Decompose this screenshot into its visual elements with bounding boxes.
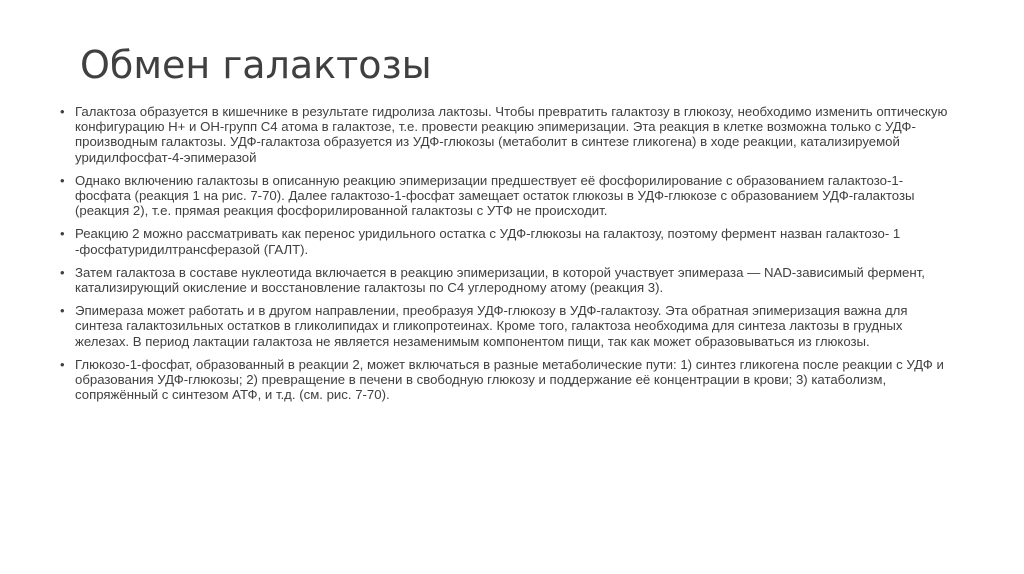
bullet-text: Глюкозо-1-фосфат, образованный в реакции 2, может включаться в разные метаболические пути: 1) синтез гликогена после реакции с УДФ и образования УДФ-глюкозы; 2) превращение в печени в свободную глюкозу и поддержание её концентрации в крови; 3) катаболизм, сопряжённый с синтезом АТФ, и т.д. (см. рис. 7-70).: [75, 356, 944, 403]
bullet-text: Эпимераза может работать и в другом направлении, преобразуя УДФ-глюкозу в УДФ-галактозу. Эта обратная эпимеризация важна для синтеза галактозильных остатков в гликолипидах и гликопротеинах. Кроме того, галактоза необходима для синтеза лактозы в грудных железах. В период лактации галактоза не является незаменимым компонентом пищи, так как может образовываться из глюкозы.: [75, 303, 908, 349]
bullet-text: Однако включению галактозы в описанную реакцию эпимеризации предшествует её фосфорилирование с образованием галактозо-1-фосфата (реакция 1 на рис. 7-70). Далее галактозо-1-фосфат замещает остаток глюкозы в УДФ-глюкозе с образованием УДФ-галактозы (реакция 2), т.е. прямая реакция фосфорилированной галактозы с УТФ не происходит.: [75, 172, 915, 219]
bullet-dot-icon: •: [60, 226, 65, 242]
bullet-list: [60, 104, 950, 410]
bullet-item: [60, 357, 950, 403]
bullet-dot-icon: •: [60, 172, 65, 188]
bullet-dot-icon: •: [60, 356, 65, 372]
slide-title: Обмен галактозы: [80, 43, 432, 87]
bullet-dot-icon: •: [60, 264, 65, 280]
bullet-item: [60, 265, 950, 295]
bullet-item: [60, 104, 950, 165]
bullet-item: [60, 226, 950, 256]
bullet-text: Реакцию 2 можно рассматривать как перенос уридильного остатка с УДФ-глюкозы на галактозу, поэтому фермент назван галактозо- 1 -фосфатуридилтрансферазой (ГАЛТ).: [75, 226, 901, 257]
bullet-item: [60, 303, 950, 349]
bullet-dot-icon: •: [60, 303, 65, 319]
bullet-dot-icon: •: [60, 104, 65, 119]
bullet-text: Затем галактоза в составе нуклеотида включается в реакцию эпимеризации, в которой участвует эпимераза — NAD-зависимый фермент, катализирующий окисление и восстановление галактозы по С4 углеродному атому (реакция 3).: [75, 264, 925, 296]
bullet-item: [60, 173, 950, 219]
bullet-text: Галактоза образуется в кишечнике в результате гидролиза лактозы. Чтобы превратить галактозу в глюкозу, необходимо изменить оптическую конфигурацию Н+ и ОН-групп С4 атома в галактозе, т.е. провести реакцию эпимеризации. Эта реакция в клетке возможна только с УДФ-производным галактозы. УДФ-галактоза образуется из УДФ-глюкозы (метаболит в синтезе гликогена) в ходе реакции, катализируемой уридилфосфат-4-эпимеразой: [75, 104, 948, 165]
